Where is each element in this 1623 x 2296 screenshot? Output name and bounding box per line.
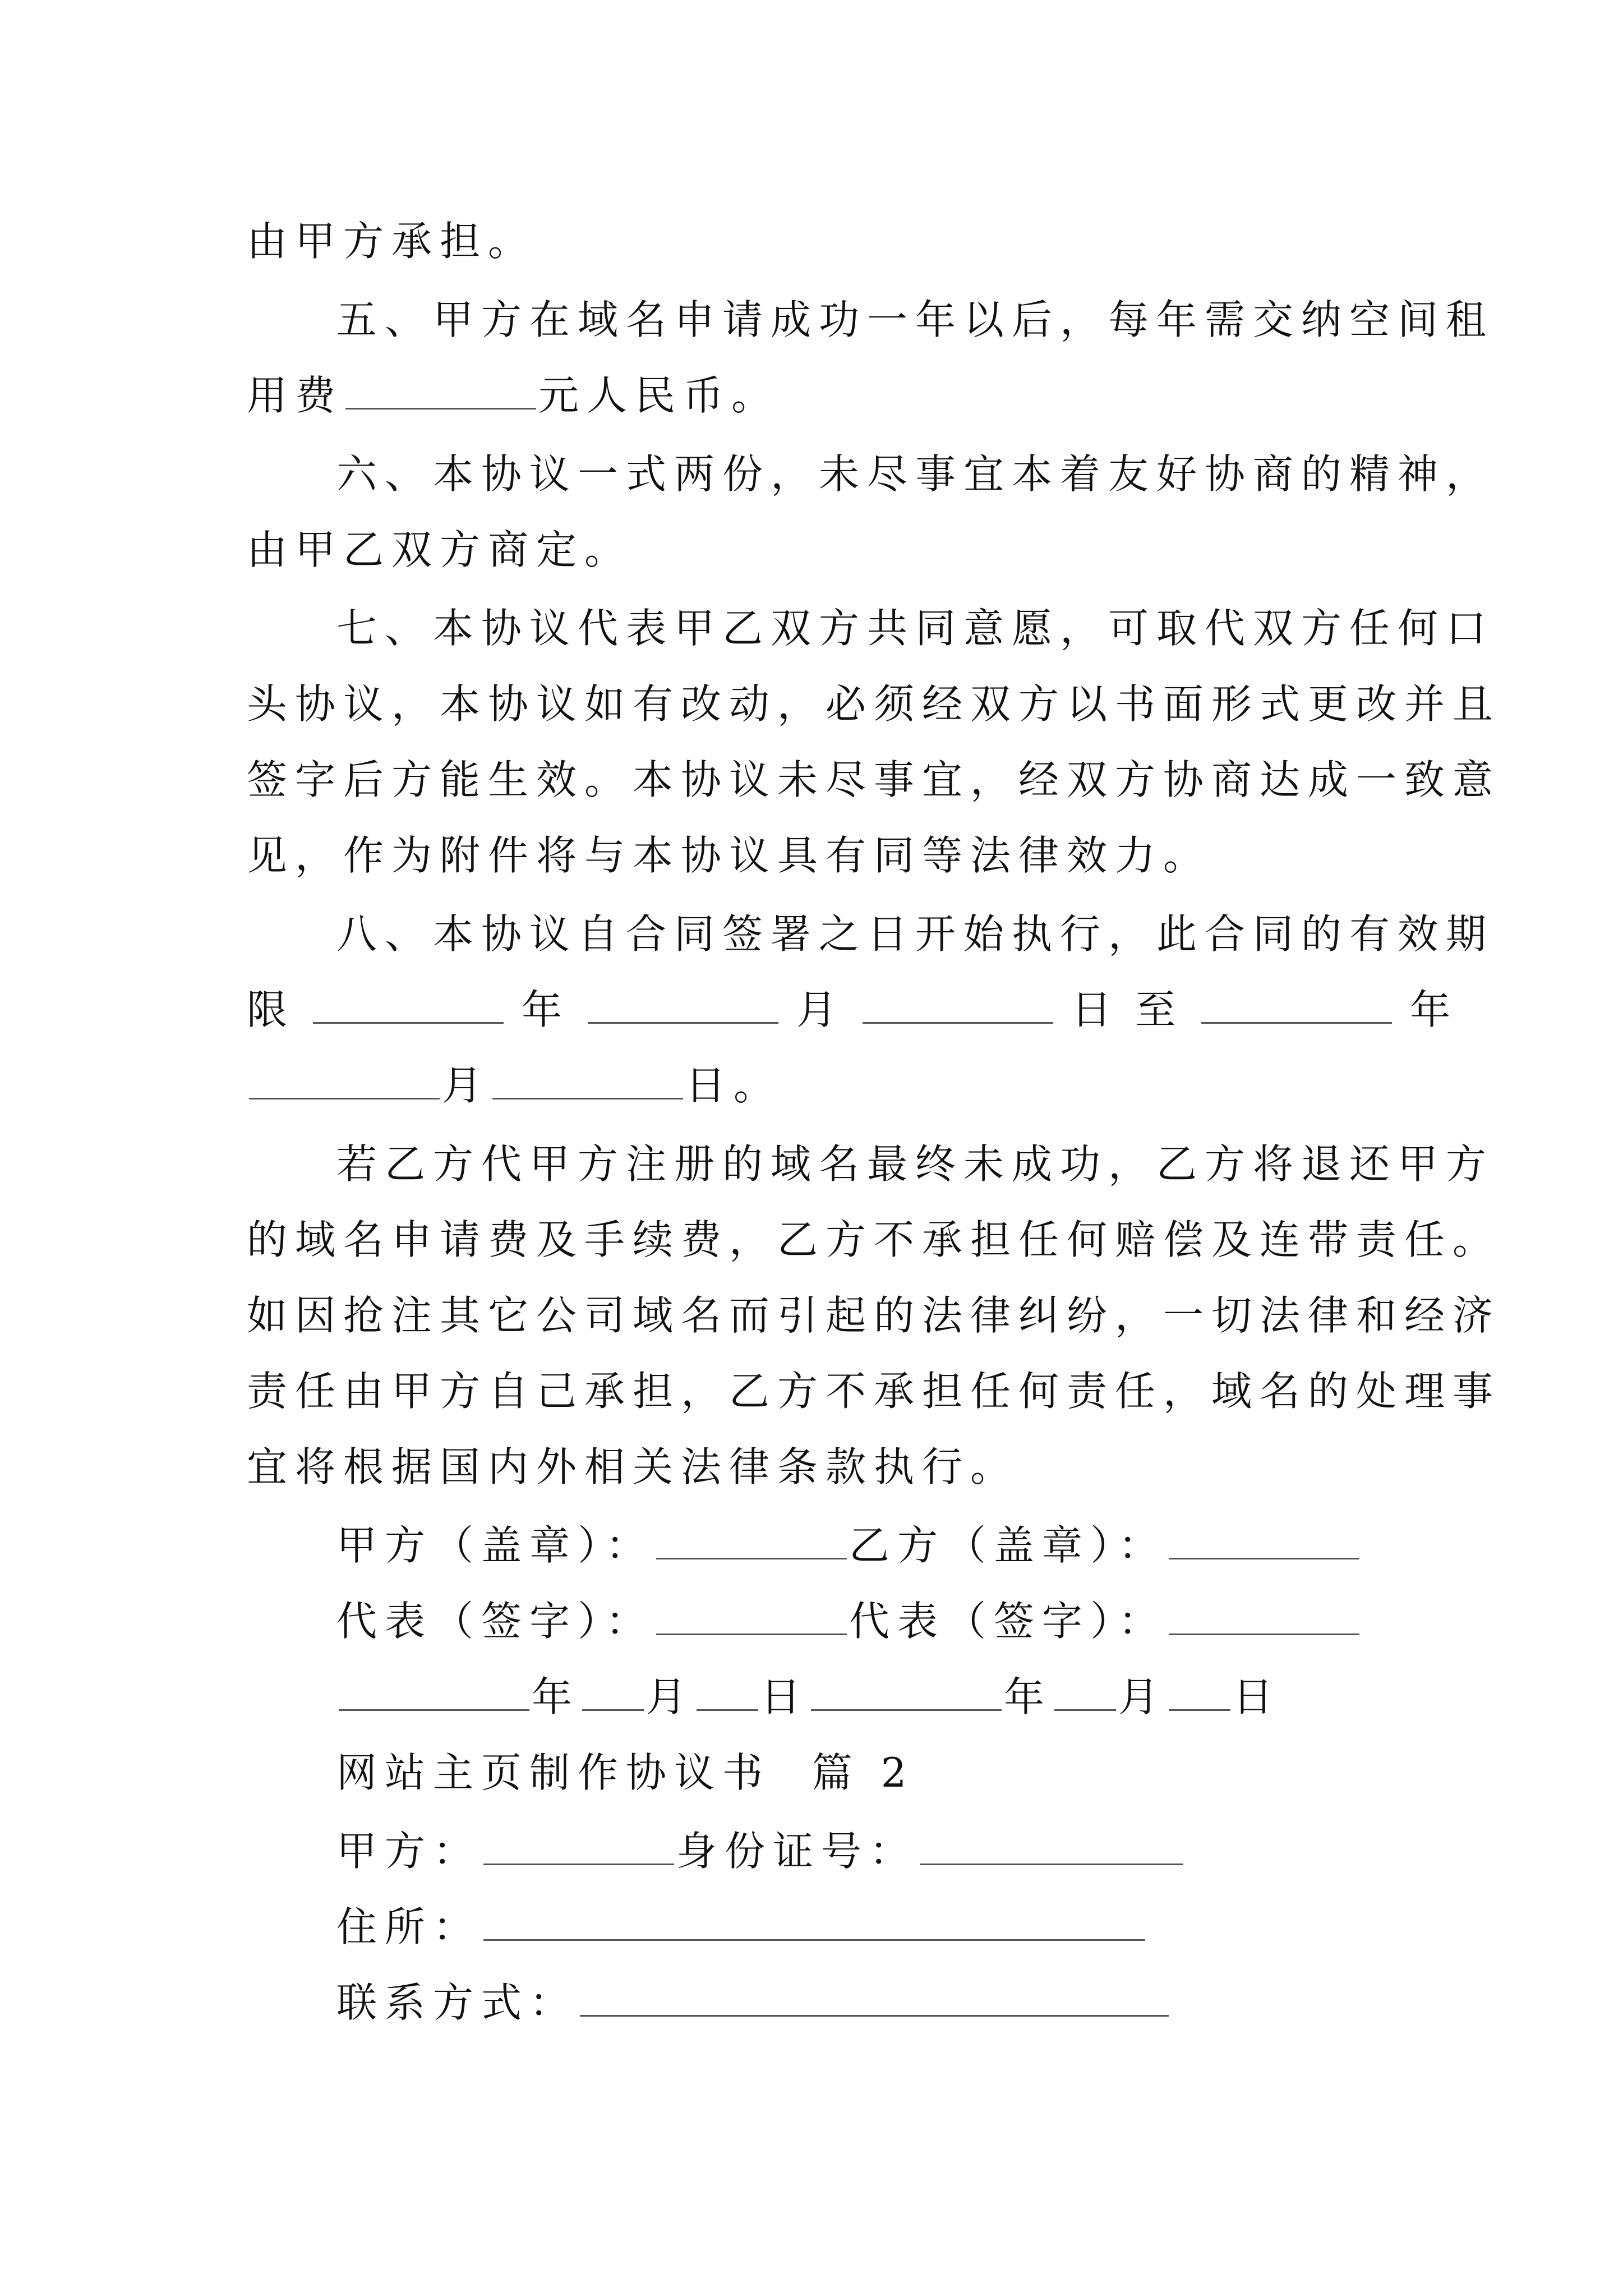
failure-clause-line-4: 责任由甲方自己承担，乙方不承担任何责任，域名的处理事 xyxy=(247,1368,1501,1415)
end-year-blank xyxy=(1201,986,1392,1024)
id-number-blank xyxy=(920,1828,1183,1865)
rep-b-label: 代表（签字）： xyxy=(849,1598,1167,1645)
date-b-day-label: 日 xyxy=(1233,1673,1281,1720)
clause-7-line-4: 见，作为附件将与本协议具有同等法律效力。 xyxy=(247,832,1212,879)
rep-a-label: 代表（签字）： xyxy=(336,1598,654,1645)
clause-7-line-2: 头协议，本协议如有改动，必须经双方以书面形式更改并且 xyxy=(247,680,1501,728)
term-prefix: 限 xyxy=(247,986,296,1033)
term-to: 至 xyxy=(1135,986,1184,1033)
failure-clause-line-3: 如因抢注其它公司域名而引起的法律纠纷，一切法律和经济 xyxy=(247,1292,1501,1339)
fee-suffix: 元人民币。 xyxy=(538,372,780,419)
date-a-month-label: 月 xyxy=(646,1673,695,1720)
start-day-blank xyxy=(863,986,1053,1024)
signature-line xyxy=(336,1593,1362,1649)
fee-amount-blank xyxy=(345,372,536,409)
party-b-seal-label: 乙方（盖章）： xyxy=(849,1522,1167,1569)
contact-label: 联系方式： xyxy=(336,1979,578,2026)
date-b-month-blank xyxy=(1054,1673,1116,1711)
address-label: 住所： xyxy=(336,1903,482,1950)
date-b-day-blank xyxy=(1169,1673,1230,1711)
section-2-party-a-line xyxy=(336,1823,1186,1879)
party-a-name-blank xyxy=(483,1828,674,1865)
clause-8-term-line xyxy=(247,982,1458,1038)
date-a-year-blank xyxy=(339,1673,529,1711)
party-a-seal-blank xyxy=(656,1522,847,1559)
date-b-year-blank xyxy=(811,1673,1002,1711)
contact-blank xyxy=(580,1979,1169,2017)
fee-prefix: 用费 xyxy=(247,372,344,419)
party-a-label: 甲方： xyxy=(336,1828,482,1875)
start-year-label: 年 xyxy=(522,986,570,1033)
end-day-label: 日。 xyxy=(685,1062,782,1109)
clause-8-term-line-2 xyxy=(247,1057,782,1114)
clause-6-line-2: 由甲乙双方商定。 xyxy=(247,526,633,573)
end-month-blank xyxy=(249,1062,440,1099)
clause-8-line-1: 八、本协议自合同签署之日开始执行，此合同的有效期 xyxy=(336,910,1495,958)
failure-clause-line-2: 的域名申请费及手续费，乙方不承担任何赔偿及连带责任。 xyxy=(247,1216,1501,1263)
clause-7-line-3: 签字后方能生效。本协议未尽事宜，经双方协商达成一致意 xyxy=(247,756,1501,803)
party-a-seal-label: 甲方（盖章）： xyxy=(336,1522,654,1569)
clause-6-line-1: 六、本协议一式两份，未尽事宜本着友好协商的精神， xyxy=(336,450,1495,498)
clause-5-line-1: 五、甲方在域名申请成功一年以后，每年需交纳空间租 xyxy=(336,296,1495,343)
date-a-day-blank xyxy=(697,1673,758,1711)
date-b-month-label: 月 xyxy=(1118,1673,1167,1720)
section-2-address-line xyxy=(336,1899,1147,1955)
date-a-month-blank xyxy=(582,1673,644,1711)
failure-clause-line-5: 宜将根据国内外相关法律条款执行。 xyxy=(247,1443,1019,1490)
date-b-year-label: 年 xyxy=(1004,1673,1053,1720)
start-month-label: 月 xyxy=(796,986,845,1033)
date-a-year-label: 年 xyxy=(532,1673,580,1720)
start-year-blank xyxy=(313,986,504,1024)
section-2-title: 网站主页制作协议书 篇 2 xyxy=(336,1749,915,1796)
id-number-label: 身份证号： xyxy=(676,1828,918,1875)
end-day-blank xyxy=(492,1062,683,1099)
text-line-1: 由甲方承担。 xyxy=(247,218,537,265)
failure-clause-line-1: 若乙方代甲方注册的域名最终未成功，乙方将退还甲方 xyxy=(336,1140,1495,1188)
end-year-label: 年 xyxy=(1410,986,1459,1033)
rep-a-blank xyxy=(656,1598,847,1635)
start-day-label: 日 xyxy=(1071,986,1120,1033)
clause-5-line-2 xyxy=(247,367,780,424)
date-a-day-label: 日 xyxy=(760,1673,809,1720)
signature-date-line xyxy=(336,1669,1281,1725)
clause-7-line-1: 七、本协议代表甲乙双方共同意愿，可取代双方任何口 xyxy=(336,605,1495,652)
section-2-contact-line xyxy=(336,1975,1171,2031)
seal-line xyxy=(336,1517,1362,1573)
address-blank xyxy=(483,1903,1145,1941)
party-b-seal-blank xyxy=(1169,1522,1359,1559)
end-month-label: 月 xyxy=(442,1062,491,1109)
rep-b-blank xyxy=(1169,1598,1359,1635)
start-month-blank xyxy=(588,986,778,1024)
